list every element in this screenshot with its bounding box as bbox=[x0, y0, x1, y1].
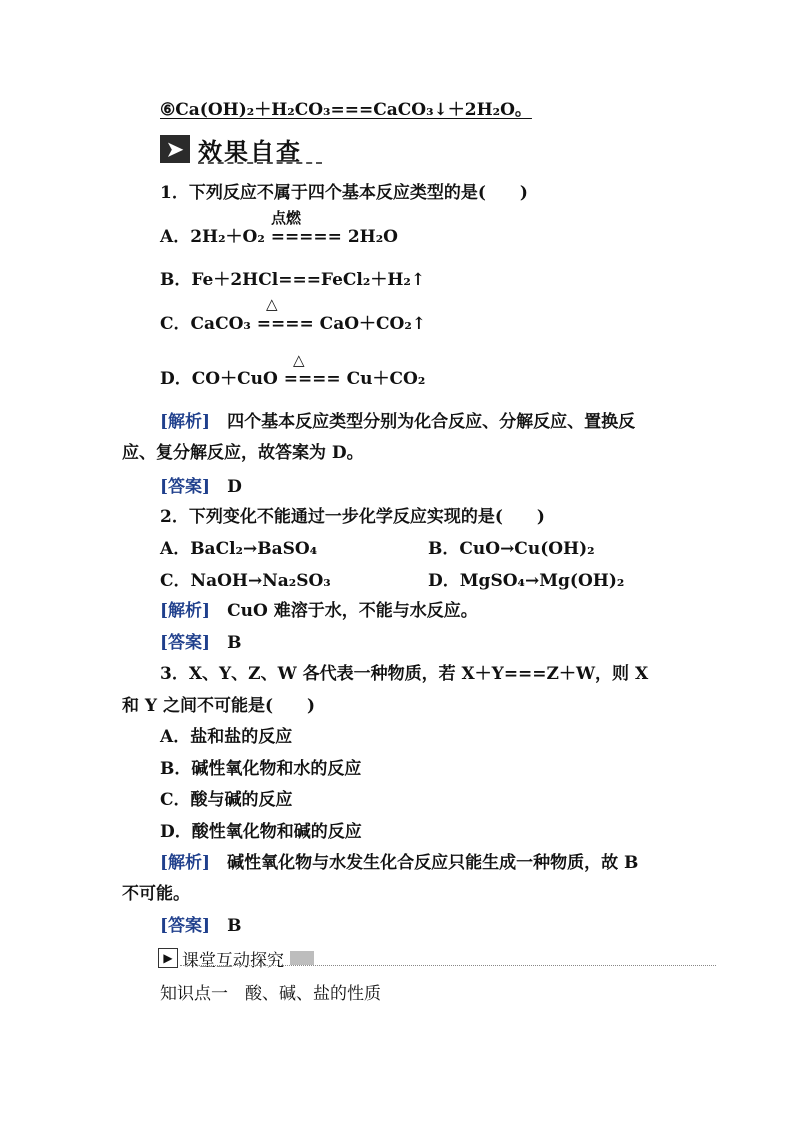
section-title: 效果自查 bbox=[198, 137, 302, 166]
q2-option-a: A．BaCl₂→BaSO₄ bbox=[160, 539, 318, 559]
section-divider bbox=[180, 965, 716, 966]
q1-a-condition: 点燃 bbox=[271, 209, 302, 227]
q1-option-c: C．CaCO₃ ==== CaO＋CO₂↑ bbox=[160, 314, 427, 334]
q2-option-c: C．NaOH→Na₂SO₃ bbox=[160, 571, 331, 591]
answer-tag: [答案] bbox=[160, 633, 211, 653]
header-bar bbox=[290, 951, 314, 965]
section-title: 课堂互动探究 bbox=[182, 950, 284, 971]
q3-answer: [答案] B bbox=[160, 916, 242, 936]
q2-stem: 2．下列变化不能通过一步化学反应实现的是( ) bbox=[160, 507, 545, 527]
knowledge-point: 知识点一 酸、碱、盐的性质 bbox=[160, 984, 381, 1004]
q3-analysis-cont: 不可能。 bbox=[122, 884, 190, 904]
q3-option-a: A．盐和盐的反应 bbox=[160, 727, 293, 747]
answer-tag: [答案] bbox=[160, 916, 211, 936]
q3-option-b: B．碱性氧化物和水的反应 bbox=[160, 759, 362, 779]
top-equation: ⑥Ca(OH)₂＋H₂CO₃===CaCO₃↓＋2H₂O。 bbox=[160, 100, 532, 120]
analysis-tag: [解析] bbox=[160, 853, 211, 873]
q1-d-condition: △ bbox=[293, 351, 305, 369]
q1-c-condition: △ bbox=[266, 295, 278, 313]
section-header-classroom bbox=[158, 946, 314, 970]
section-header-effect-check bbox=[160, 133, 302, 165]
q1-analysis-cont: 应、复分解反应，故答案为 D。 bbox=[122, 443, 364, 463]
q1-option-d: D．CO＋CuO ==== Cu＋CO₂ bbox=[160, 369, 426, 389]
q1-option-a: A．2H₂＋O₂ ===== 2H₂O bbox=[160, 227, 398, 247]
q3-analysis: [解析] 碱性氧化物与水发生化合反应只能生成一种物质，故 B bbox=[160, 853, 639, 873]
q3-option-d: D．酸性氧化物和碱的反应 bbox=[160, 822, 362, 842]
q3-stem-cont: 和 Y 之间不可能是( ) bbox=[122, 696, 316, 716]
q3-stem: 3．X、Y、Z、W 各代表一种物质，若 X＋Y===Z＋W，则 X bbox=[160, 664, 649, 684]
analysis-tag: [解析] bbox=[160, 601, 211, 621]
answer-tag: [答案] bbox=[160, 477, 211, 497]
analysis-tag: [解析] bbox=[160, 412, 211, 432]
q1-option-b: B．Fe＋2HCl===FeCl₂＋H₂↑ bbox=[160, 270, 426, 290]
q2-option-d: D．MgSO₄→Mg(OH)₂ bbox=[428, 571, 625, 591]
q2-option-b: B．CuO→Cu(OH)₂ bbox=[428, 539, 595, 559]
q2-answer: [答案] B bbox=[160, 633, 242, 653]
q1-stem: 1．下列反应不属于四个基本反应类型的是( ) bbox=[160, 183, 528, 203]
section-divider bbox=[198, 162, 322, 164]
q3-option-c: C．酸与碱的反应 bbox=[160, 790, 293, 810]
arrow-icon: ▶ bbox=[158, 948, 178, 968]
q1-answer: [答案] D bbox=[160, 477, 242, 497]
arrow-icon: ➤ bbox=[160, 135, 190, 163]
q2-analysis: [解析] CuO 难溶于水，不能与水反应。 bbox=[160, 601, 478, 621]
q1-analysis: [解析] 四个基本反应类型分别为化合反应、分解反应、置换反 bbox=[160, 412, 636, 432]
